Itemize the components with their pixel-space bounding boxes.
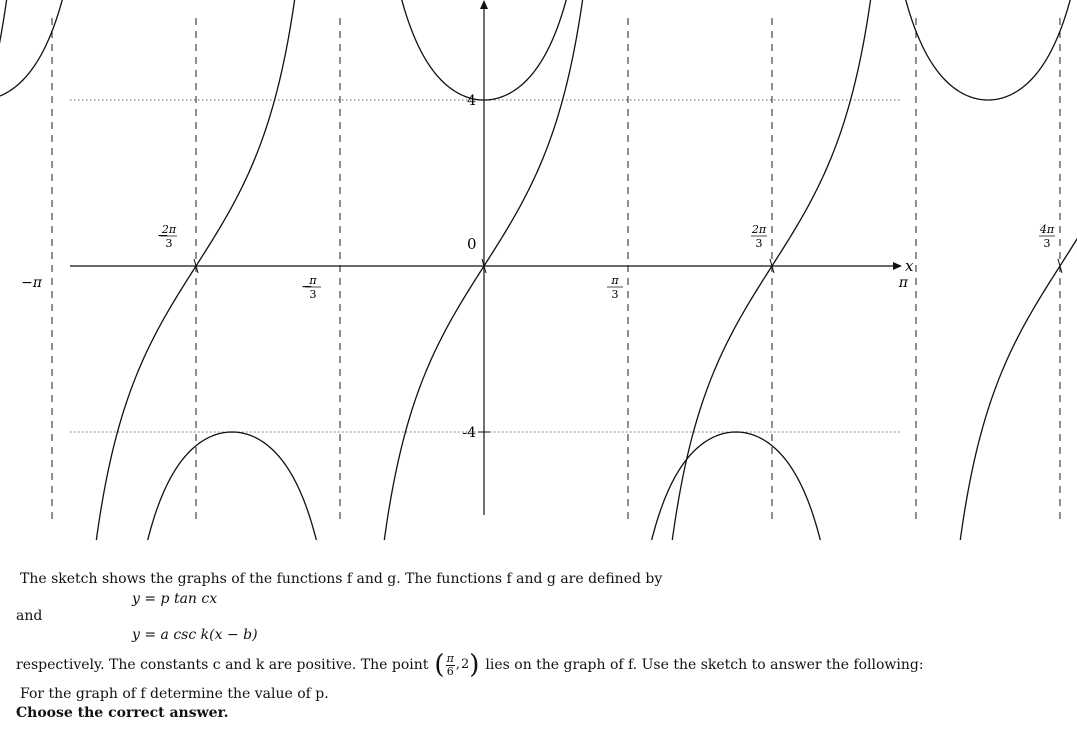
problem-respectively: respectively. The constants c and k are positive. The point ( $\frac{\pi}{6}$ , 2 ) lies on the graph of f. Use the sketch to answer the following: bbox=[16, 650, 924, 680]
y-axis-arrow bbox=[480, 0, 488, 9]
x-tick-label-9 bbox=[1039, 223, 1055, 250]
y-tick-label-1: -4 bbox=[462, 425, 476, 441]
x-tick-label-4 bbox=[301, 274, 321, 301]
left-paren: ( bbox=[434, 650, 445, 680]
right-paren: ) bbox=[469, 650, 480, 680]
y-tick-label-0: 4 bbox=[467, 93, 476, 109]
x-axis-arrow bbox=[893, 262, 902, 270]
point-x-numerator: π bbox=[446, 651, 454, 665]
f-branch-4 bbox=[916, 0, 1077, 540]
respectively-suffix: lies on the graph of f. Use the sketch to answer the following: bbox=[485, 657, 924, 673]
x-tick-denominator: 3 bbox=[309, 288, 317, 301]
x-tick-denominator: 3 bbox=[755, 237, 763, 250]
g-upper-branch-2 bbox=[894, 0, 1077, 100]
x-tick-denominator: 3 bbox=[1043, 237, 1051, 250]
equation-g: y = a csc k(x − b) bbox=[132, 627, 258, 643]
x-tick-label-5 bbox=[467, 235, 477, 253]
x-tick-minus: − bbox=[301, 279, 313, 295]
x-tick-text: 0 bbox=[467, 235, 477, 253]
x-tick-numerator: 2π bbox=[161, 223, 177, 236]
equation-f: y = p tan cx bbox=[132, 591, 218, 607]
problem-intro: The sketch shows the graphs of the functions f and g. The functions f and g are defined by bbox=[20, 571, 663, 587]
x-tick-numerator: 2π bbox=[751, 223, 767, 236]
x-tick-label-3 bbox=[157, 223, 177, 250]
f-branch-0 bbox=[0, 0, 52, 540]
point-x-fraction bbox=[446, 653, 455, 678]
x-tick-numerator: π bbox=[611, 274, 619, 287]
x-tick-text: π bbox=[898, 275, 908, 291]
x-tick-numerator: π bbox=[309, 274, 317, 287]
x-tick-label-2 bbox=[21, 275, 43, 291]
x-tick-label-7 bbox=[751, 223, 767, 250]
x-tick-numerator: 4π bbox=[1039, 223, 1055, 236]
g-upper-branch-0 bbox=[0, 0, 74, 100]
x-tick-minus: − bbox=[157, 228, 169, 244]
g-lower-branch-0 bbox=[138, 432, 325, 540]
instruction-text: Choose the correct answer. bbox=[16, 705, 229, 721]
x-tick-denominator: 3 bbox=[611, 288, 619, 301]
x-tick-label-8 bbox=[898, 275, 909, 291]
reference-lines bbox=[0, 18, 1077, 520]
point-x-denominator: 6 bbox=[446, 664, 454, 678]
and-word: and bbox=[16, 608, 43, 624]
x-axis-label: x bbox=[905, 257, 914, 275]
x-tick-denominator: 3 bbox=[165, 237, 173, 250]
x-tick-label-6 bbox=[607, 274, 623, 301]
g-lower-branch-1 bbox=[642, 432, 829, 540]
x-tick-text: −π bbox=[21, 275, 43, 291]
point-y: 2 bbox=[460, 657, 470, 672]
question-text: For the graph of f determine the value of p. bbox=[20, 686, 329, 702]
respectively-prefix: respectively. The constants c and k are positive. The point bbox=[16, 657, 429, 673]
